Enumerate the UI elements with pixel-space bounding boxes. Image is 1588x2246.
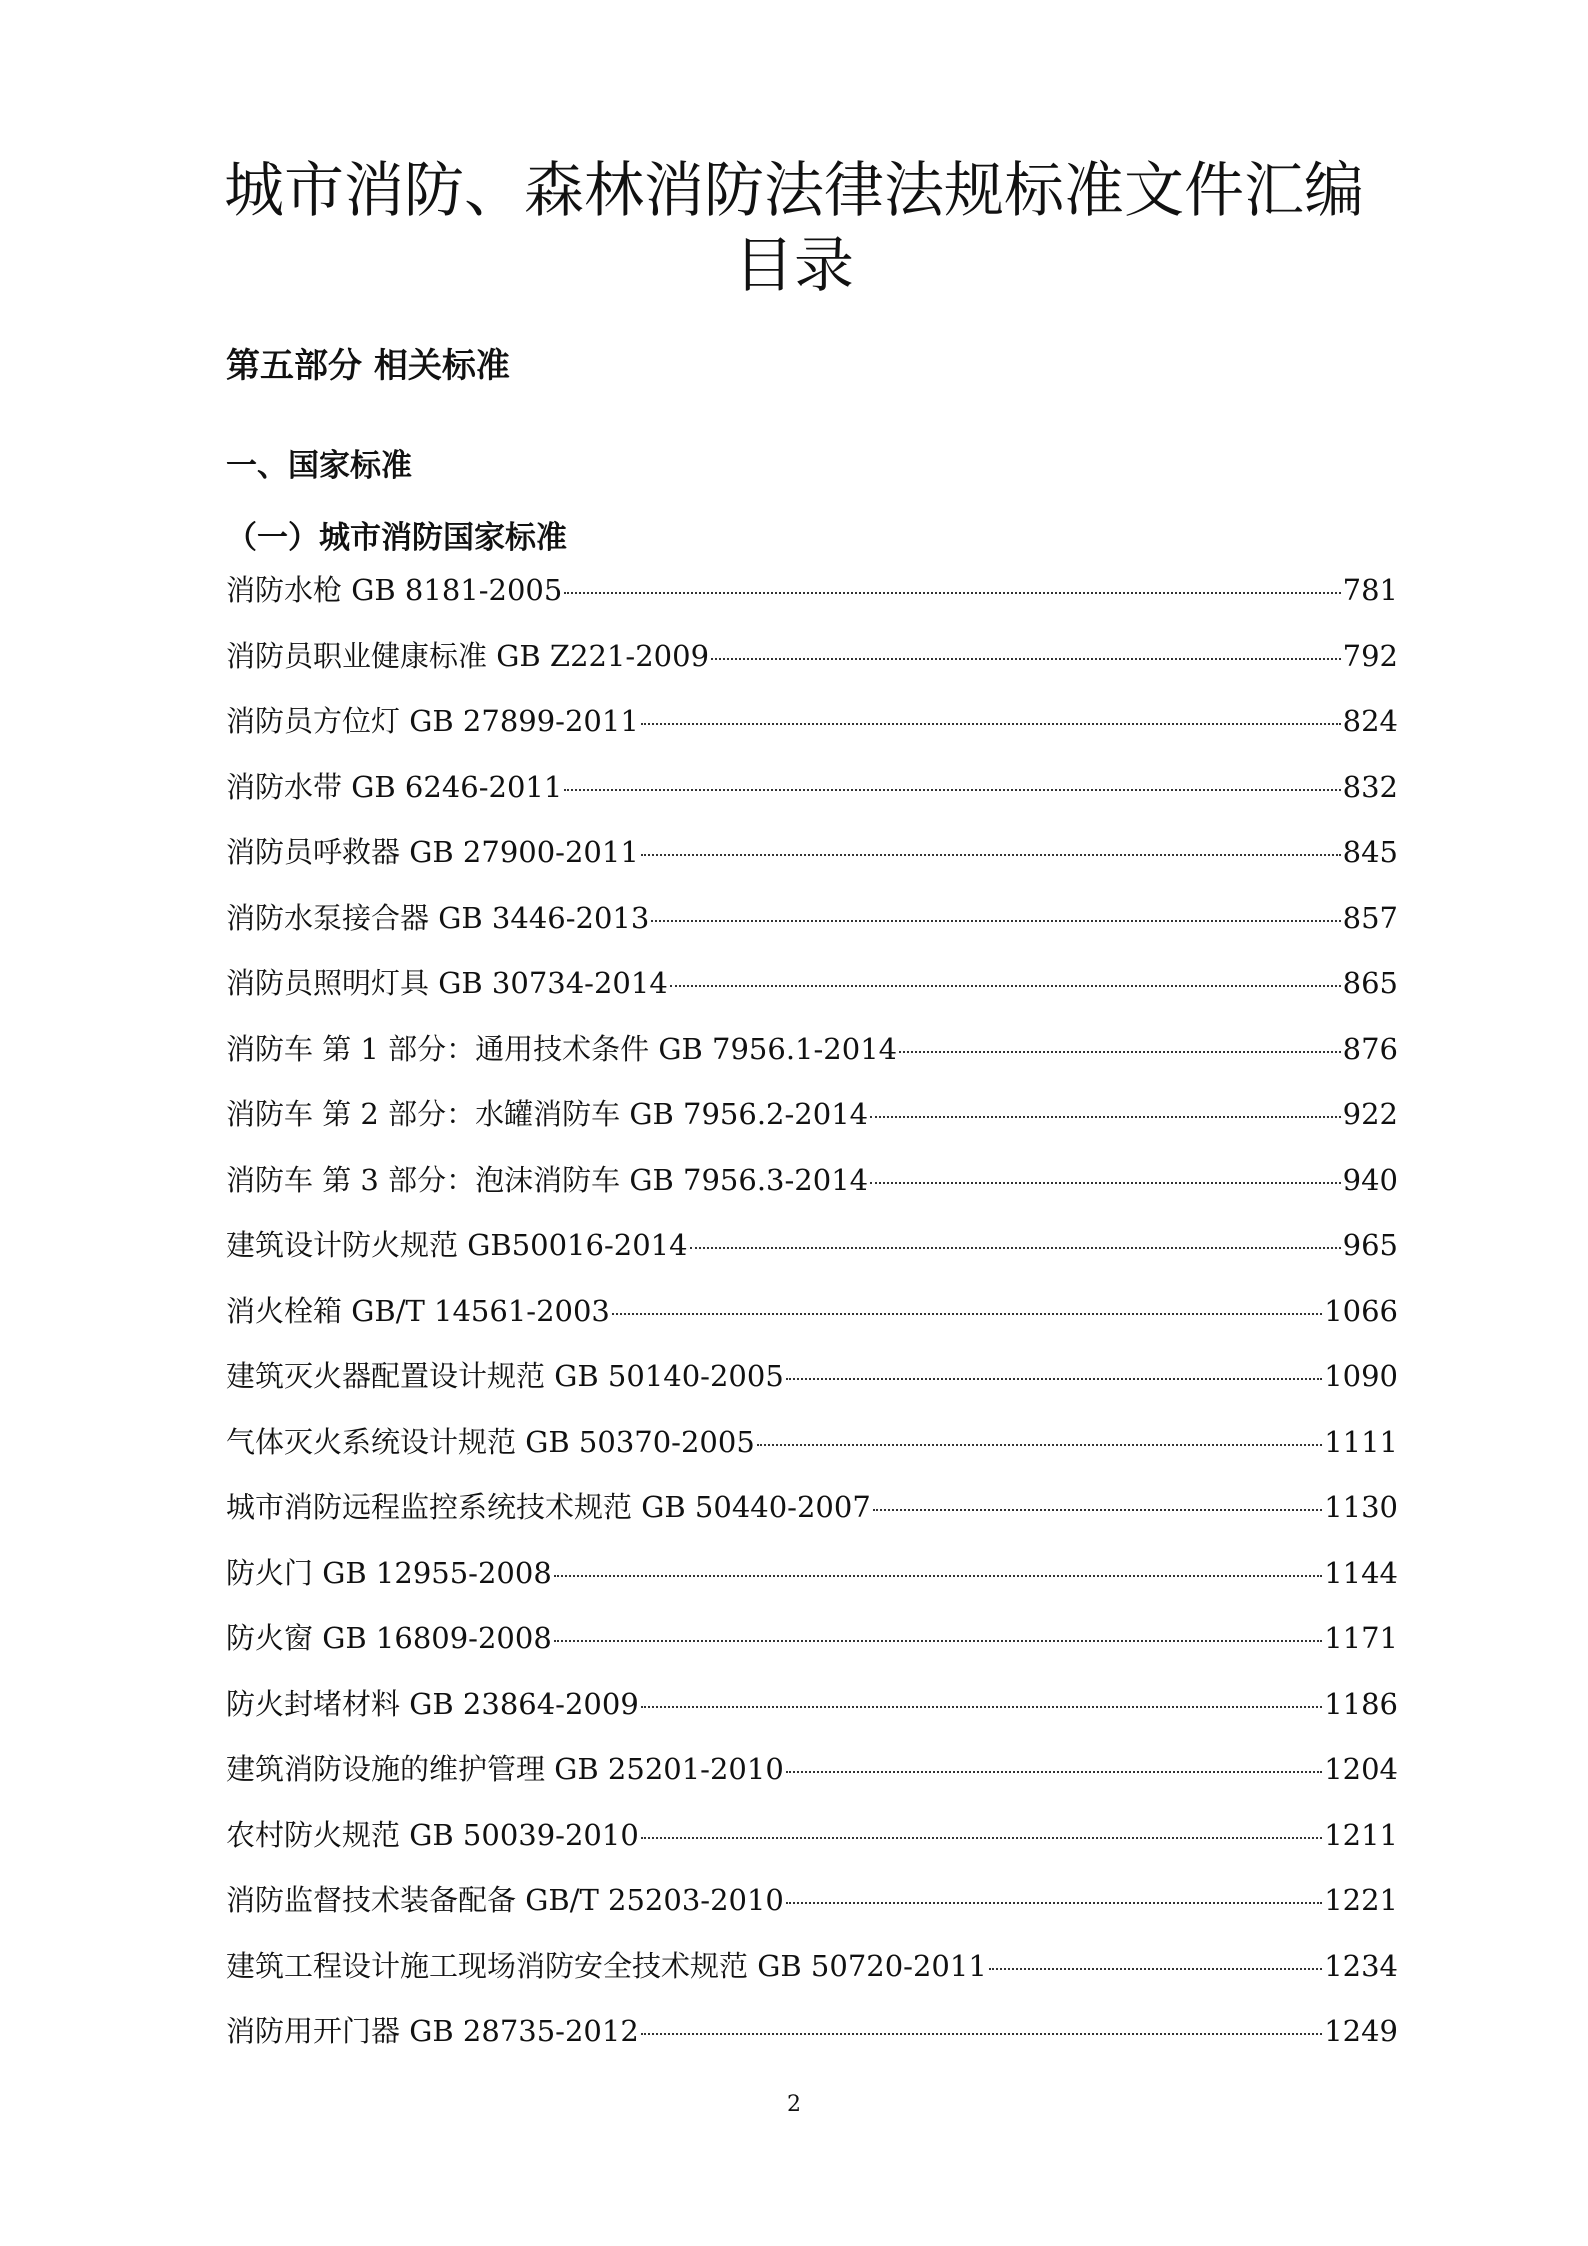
toc-entry-title: 消防车 第 3 部分：泡沫消防车 GB 7956.3-2014 — [226, 1162, 869, 1197]
toc-entry[interactable] — [226, 1354, 1398, 1420]
toc-entry-page: 922 — [1342, 1097, 1398, 1131]
toc-entry-title: 建筑消防设施的维护管理 GB 25201-2010 — [226, 1752, 784, 1786]
toc-entry-page: 792 — [1342, 638, 1398, 673]
toc-entry-title: 消防员方位灯 GB 27899-2011 — [226, 704, 639, 738]
dot-leader — [870, 1182, 1341, 1184]
toc-entry-page: 1234 — [1324, 1948, 1398, 1983]
toc-entry-title: 气体灭火系统设计规范 GB 50370-2005 — [226, 1424, 755, 1459]
toc-entry-title: 消防水泵接合器 GB 3446-2013 — [226, 900, 650, 935]
toc-entry-title: 城市消防远程监控系统技术规范 GB 50440-2007 — [226, 1490, 871, 1524]
toc-entry[interactable] — [226, 1158, 1398, 1224]
toc-entry[interactable] — [226, 1092, 1398, 1158]
toc-entry-page: 824 — [1342, 704, 1398, 738]
dot-leader — [873, 1509, 1322, 1511]
toc-entry-page: 1171 — [1324, 1621, 1398, 1655]
dot-leader — [641, 1837, 1322, 1839]
dot-leader — [989, 1968, 1322, 1970]
dot-leader — [641, 723, 1341, 725]
dot-leader — [711, 658, 1341, 660]
toc-entry[interactable] — [226, 2009, 1398, 2075]
toc-entry-title: 消防水枪 GB 8181-2005 — [226, 573, 563, 607]
dot-leader — [641, 1706, 1322, 1708]
dot-leader — [786, 1378, 1322, 1380]
dot-leader — [554, 1575, 1322, 1577]
dot-leader — [786, 1902, 1322, 1904]
toc-entry-page: 781 — [1342, 573, 1398, 607]
toc-entry[interactable] — [226, 961, 1398, 1027]
toc-entry[interactable] — [226, 1223, 1398, 1289]
toc-entry[interactable] — [226, 699, 1398, 765]
part-heading: 第五部分 相关标准 — [226, 346, 510, 386]
table-of-contents — [226, 568, 1398, 2075]
toc-entry-title: 建筑设计防火规范 GB50016-2014 — [226, 1228, 688, 1262]
toc-entry-title: 建筑工程设计施工现场消防安全技术规范 GB 50720-2011 — [226, 1948, 987, 1983]
toc-entry-page: 845 — [1342, 835, 1398, 869]
toc-entry[interactable] — [226, 1420, 1398, 1486]
subsection-heading: （一）城市消防国家标准 — [226, 520, 567, 556]
toc-entry-page: 1111 — [1324, 1424, 1398, 1459]
toc-entry-page: 1186 — [1324, 1686, 1398, 1721]
toc-entry-title: 消防水带 GB 6246-2011 — [226, 769, 563, 804]
toc-entry-title: 消火栓箱 GB/T 14561-2003 — [226, 1293, 610, 1328]
toc-entry-title: 防火封堵材料 GB 23864-2009 — [226, 1686, 639, 1721]
toc-entry-title: 消防车 第 1 部分：通用技术条件 GB 7956.1-2014 — [226, 1031, 898, 1066]
toc-entry-page: 940 — [1342, 1162, 1398, 1197]
toc-entry-page: 1090 — [1324, 1359, 1398, 1393]
toc-entry-page: 1221 — [1324, 1883, 1398, 1917]
toc-entry[interactable] — [226, 1682, 1398, 1748]
dot-leader — [690, 1247, 1341, 1249]
toc-entry-title: 消防监督技术装备配备 GB/T 25203-2010 — [226, 1883, 784, 1917]
toc-entry-page: 965 — [1342, 1228, 1398, 1262]
toc-entry-page: 876 — [1342, 1031, 1398, 1066]
toc-entry-page: 1144 — [1324, 1555, 1398, 1590]
toc-entry[interactable] — [226, 634, 1398, 700]
toc-entry-page: 1066 — [1324, 1293, 1398, 1328]
dot-leader — [641, 854, 1341, 856]
toc-entry-page: 1249 — [1324, 2014, 1398, 2048]
toc-entry[interactable] — [226, 1616, 1398, 1682]
dot-leader — [757, 1444, 1322, 1446]
document-subtitle-toc: 目录 — [734, 231, 854, 301]
dot-leader — [564, 789, 1340, 791]
dot-leader — [786, 1771, 1322, 1773]
dot-leader — [554, 1640, 1322, 1642]
toc-entry[interactable] — [226, 1747, 1398, 1813]
toc-entry-title: 消防车 第 2 部分：水罐消防车 GB 7956.2-2014 — [226, 1097, 869, 1131]
toc-entry-page: 865 — [1342, 966, 1398, 1000]
toc-entry[interactable] — [226, 1944, 1398, 2010]
toc-entry[interactable] — [226, 1027, 1398, 1093]
toc-entry[interactable] — [226, 896, 1398, 962]
toc-entry[interactable] — [226, 1289, 1398, 1355]
toc-entry[interactable] — [226, 1878, 1398, 1944]
page-number: 2 — [787, 2092, 801, 2117]
toc-entry-title: 消防员职业健康标准 GB Z221-2009 — [226, 638, 710, 673]
section-heading: 一、国家标准 — [226, 448, 412, 484]
toc-entry-title: 消防用开门器 GB 28735-2012 — [226, 2014, 639, 2048]
toc-entry-page: 1204 — [1324, 1752, 1398, 1786]
toc-entry-title: 防火窗 GB 16809-2008 — [226, 1621, 552, 1655]
toc-entry[interactable] — [226, 1551, 1398, 1617]
toc-entry-title: 农村防火规范 GB 50039-2010 — [226, 1817, 639, 1852]
dot-leader — [870, 1116, 1341, 1118]
toc-entry[interactable] — [226, 765, 1398, 831]
dot-leader — [899, 1051, 1341, 1053]
dot-leader — [612, 1313, 1322, 1315]
toc-entry-title: 防火门 GB 12955-2008 — [226, 1555, 552, 1590]
toc-entry-page: 1130 — [1324, 1490, 1398, 1524]
toc-entry[interactable] — [226, 1485, 1398, 1551]
toc-entry-page: 832 — [1342, 769, 1398, 804]
dot-leader — [564, 592, 1340, 594]
toc-entry[interactable] — [226, 830, 1398, 896]
toc-entry[interactable] — [226, 1813, 1398, 1879]
toc-entry-title: 消防员照明灯具 GB 30734-2014 — [226, 966, 668, 1000]
toc-entry[interactable] — [226, 568, 1398, 634]
dot-leader — [651, 920, 1340, 922]
toc-entry-page: 857 — [1342, 900, 1398, 935]
toc-entry-title: 建筑灭火器配置设计规范 GB 50140-2005 — [226, 1359, 784, 1393]
toc-entry-title: 消防员呼救器 GB 27900-2011 — [226, 835, 639, 869]
dot-leader — [670, 985, 1341, 987]
dot-leader — [641, 2033, 1322, 2035]
document-title: 城市消防、森林消防法律法规标准文件汇编 — [224, 156, 1364, 226]
toc-entry-page: 1211 — [1324, 1817, 1398, 1852]
